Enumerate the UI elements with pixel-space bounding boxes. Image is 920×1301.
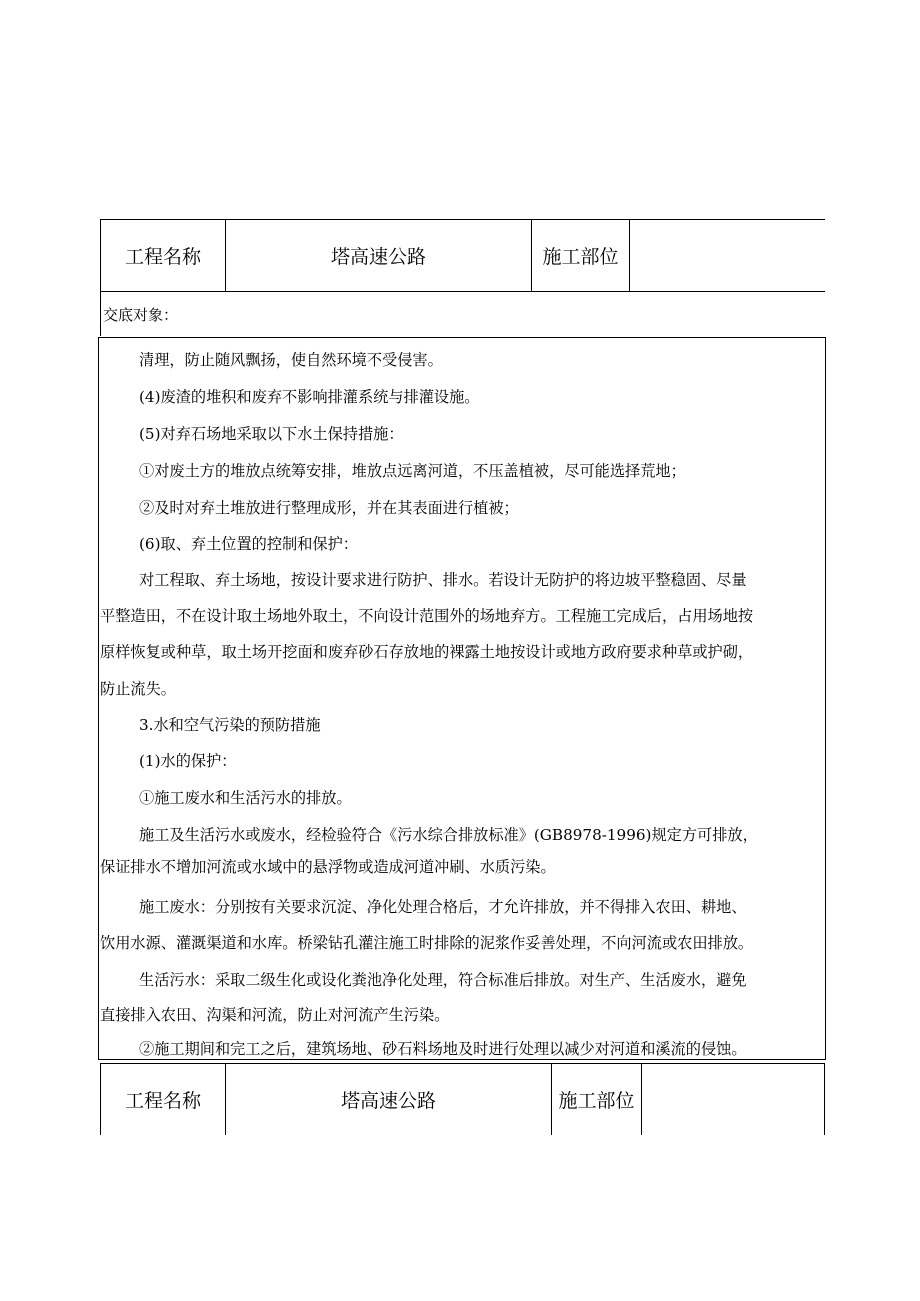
content-line: 平整造田，不在设计取土场地外取土，不向设计范围外的场地弃方。工程施工完成后，占用场地按: [100, 607, 754, 625]
content-line: 生活污水：采取二级生化或设化粪池净化处理，符合标准后排放。对生产、生活废水，避免: [139, 971, 747, 989]
content-line: ②及时对弃土堆放进行整理成形，并在其表面进行植被；: [139, 499, 519, 517]
content-line: 3.水和空气污染的预防措施: [139, 716, 321, 734]
content-line: 施工废水：分别按有关要求沉淀、净化处理合格后，才允许排放，并不得排入农田、耕地、: [139, 898, 747, 916]
project-name-value: 塔高速公路: [226, 220, 532, 292]
construction-part-value: [630, 220, 826, 292]
content-line: (4)废渣的堆积和废弃不影响排灌系统与排灌设施。: [139, 388, 480, 406]
content-line: 防止流失。: [100, 680, 176, 698]
content-line: ①施工废水和生活污水的排放。: [139, 789, 352, 807]
construction-part-label: 施工部位: [552, 1064, 642, 1136]
project-name-value: 塔高速公路: [226, 1064, 552, 1136]
content-line: 饮用水源、灌溉渠道和水库。桥梁钻孔灌注施工时排除的泥浆作妥善处理，不向河流或农田排放。: [100, 934, 754, 952]
recipient-row: [100, 292, 825, 336]
content-line: 对工程取、弃土场地，按设计要求进行防护、排水。若设计无防护的将边坡平整稳固、尽量: [139, 571, 747, 589]
project-name-label: 工程名称: [101, 1064, 226, 1136]
construction-part-label: 施工部位: [532, 220, 630, 292]
content-line: (5)对弃石场地采取以下水土保持措施：: [139, 425, 404, 443]
recipient-label: 交底对象：: [103, 306, 179, 324]
footer-header-table: [100, 1063, 825, 1135]
content-line: 保证排水不增加河流或水域中的悬浮物或造成河道冲刷、水质污染。: [100, 858, 556, 876]
content-box: [98, 337, 826, 1060]
content-line: (6)取、弃土位置的控制和保护：: [139, 535, 358, 553]
content-line: (1)水的保护：: [139, 752, 237, 770]
content-line: 施工及生活污水或废水，经检验符合《污水综合排放标准》(GB8978-1996)规定方可排放，: [139, 826, 758, 844]
construction-part-value: [642, 1064, 825, 1136]
content-line: 直接排入农田、沟渠和河流，防止对河流产生污染。: [100, 1006, 450, 1024]
content-line: 清理，防止随风飘扬，使自然环境不受侵害。: [139, 351, 443, 369]
content-line: 原样恢复或种草，取土场开挖面和废弃砂石存放地的裸露土地按设计或地方政府要求种草或护砌，: [100, 643, 754, 661]
content-line: ②施工期间和完工之后，建筑场地、砂石料场地及时进行处理以减少对河道和溪流的侵蚀。: [139, 1040, 747, 1058]
project-name-label: 工程名称: [101, 220, 226, 292]
header-table: [100, 219, 825, 292]
content-line: ①对废土方的堆放点统筹安排，堆放点远离河道，不压盖植被，尽可能选择荒地；: [139, 462, 686, 480]
